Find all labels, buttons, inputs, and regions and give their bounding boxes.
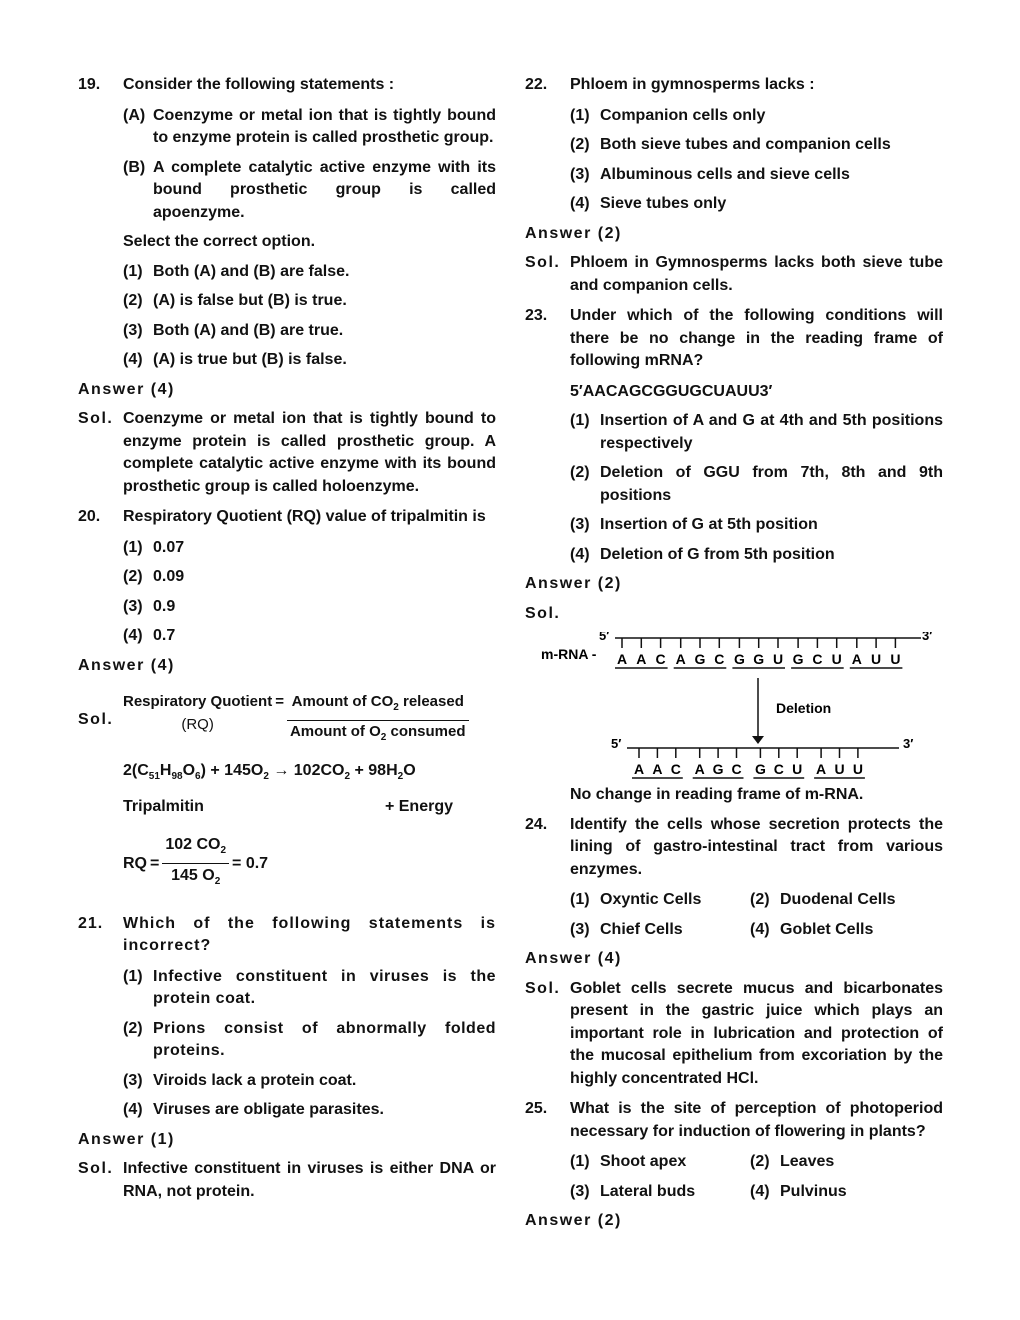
options-row-1: (1) Oxyntic Cells (2) Duodenal Cells <box>570 889 943 912</box>
answer: Answer (4) <box>78 656 175 674</box>
instruction: Select the correct option. <box>123 233 316 250</box>
option-1: (1) 0.07 <box>123 538 185 556</box>
solution: Sol. Phloem in Gymnosperms lacks both sieve tube and companion cells. <box>525 254 943 294</box>
option-4: Pulvinus <box>780 1182 847 1200</box>
answer: Answer (2) <box>525 575 622 592</box>
option-2: (2) (A) is false but (B) is true. <box>123 292 347 309</box>
mrna-label: m-RNA - <box>541 646 597 662</box>
option-1: (1) Companion cells only <box>570 106 766 124</box>
base-letter: U <box>772 651 784 667</box>
option-1: (1) Insertion of A and G at 4th and 5th positions respectively <box>570 412 943 452</box>
statement-a: (A) Coenzyme or metal ion that is tightly bound to enzyme protein is called prosthetic group. <box>123 106 496 146</box>
question-25: 25. What is the site of perception of photoperiod necessary for induction of flowering in plants? <box>525 1100 943 1140</box>
solution-rq: Sol. Respiratory Quotient (RQ) = $\frac{Amount of CO_2 released}{Amount of O_2 consumed}$ <box>78 691 496 749</box>
rq-label: Respiratory Quotient <box>123 693 273 710</box>
conclusion: No change in reading frame of m-RNA. <box>570 786 864 803</box>
original-strand <box>615 638 902 668</box>
answer: Answer (1) <box>78 1130 175 1148</box>
right-column <box>525 74 943 1240</box>
base-letter: A <box>694 761 705 777</box>
base-letter: A <box>816 761 827 777</box>
reaction-labels: Tripalmitin + Energy <box>123 798 453 816</box>
options-row-2: (3) Lateral buds (4) Pulvinus <box>570 1181 943 1204</box>
question-21: 21. Which of the following statements is incorrect? <box>78 914 496 955</box>
option-3: (3) 0.9 <box>123 597 176 615</box>
rq-calculation: RQ = $\frac{102 CO_2}{145 O_2}$ = 0.7 <box>123 833 496 894</box>
base-letter: U <box>852 761 863 777</box>
base-letter: G <box>694 651 706 667</box>
option-4: (4) Sieve tubes only <box>570 195 727 212</box>
option-1: (1) Both (A) and (B) are false. <box>123 262 350 280</box>
option-2: Duodenal Cells <box>780 891 896 908</box>
solution: Sol. Infective constituent in viruses is either DNA or RNA, not protein. <box>78 1160 496 1200</box>
base-letter: U <box>890 651 901 667</box>
base-letter: G <box>733 651 745 667</box>
base-letter: U <box>834 761 845 777</box>
five-prime-top: 5′ <box>599 632 610 643</box>
answer: Answer (2) <box>525 224 622 242</box>
option-1: Shoot apex <box>600 1153 687 1170</box>
question-stem: Consider the following statements : <box>123 76 395 93</box>
option-2: Leaves <box>780 1153 835 1170</box>
option-4: (4) Viruses are obligate parasites. <box>123 1101 384 1119</box>
base-letter: A <box>616 651 628 667</box>
mrna-deletion-diagram <box>525 632 943 782</box>
five-prime-bottom: 5′ <box>611 736 622 751</box>
answer: Answer (4) <box>78 380 175 398</box>
statement-b: (B) A complete catalytic active enzyme with its bound prosthetic group is called apoenzyme. <box>123 158 496 221</box>
option-3: (3) Both (A) and (B) are true. <box>123 321 344 339</box>
result-strand <box>632 748 865 778</box>
base-letter: C <box>714 651 725 667</box>
options-row-1: (1) Shoot apex (2) Leaves <box>570 1151 943 1174</box>
option-3: Chief Cells <box>600 920 683 938</box>
answer: Answer (4) <box>525 950 622 967</box>
base-letter: A <box>636 651 647 667</box>
left-column <box>78 74 496 1211</box>
reaction-equation: $2(C_{51}H_{98}O_6) + 145O_2 \to 102CO_2 + 98H_2O$ <box>123 762 416 783</box>
option-4: (4) (A) is true but (B) is false. <box>123 351 347 368</box>
option-2: (2) 0.09 <box>123 568 185 585</box>
option-2: (2) Prions consist of abnormally folded proteins. <box>123 1019 496 1060</box>
option-2: (2) Both sieve tubes and companion cells <box>570 136 891 153</box>
option-3: Lateral buds <box>600 1182 696 1200</box>
answer: Answer (2) <box>525 1212 622 1229</box>
mrna-sequence: 5′AACAGCGGUGCUAUU3′ <box>570 382 773 400</box>
base-letter: C <box>773 761 784 777</box>
base-letter: G <box>712 761 724 777</box>
rq-fraction: $\frac{Amount of CO_2 released}{Amount of O_2 consumed}$ <box>287 691 469 749</box>
base-letter: G <box>754 761 766 777</box>
solution: Sol. Goblet cells secrete mucus and bicarbonates present in the gastric juice which plays an important role in lubrication and protection of the mucosal epithelium from excoriation by the highly concentrated HCl. <box>525 979 943 1087</box>
option-1: Oxyntic Cells <box>600 891 702 908</box>
base-letter: G <box>753 651 765 667</box>
base-letter: C <box>731 761 742 777</box>
question-number: 19. <box>78 76 101 93</box>
base-letter: C <box>655 651 666 667</box>
question-24: 24. Identify the cells whose secretion protects the lining of gastro-intestinal tract from various enzymes. <box>525 815 943 878</box>
base-letter: C <box>812 651 823 667</box>
deletion-label: Deletion <box>776 700 832 716</box>
base-letter: C <box>670 761 681 777</box>
option-4: Goblet Cells <box>780 920 874 938</box>
rq-abbr: (RQ) <box>181 715 214 733</box>
base-letter: A <box>652 761 663 777</box>
option-3: (3) Viroids lack a protein coat. <box>123 1071 357 1089</box>
option-4: (4) 0.7 <box>123 627 176 644</box>
question-20: 20. Respiratory Quotient (RQ) value of tripalmitin is <box>78 508 486 525</box>
three-prime-top: 3′ <box>922 632 933 643</box>
base-letter: U <box>871 651 882 667</box>
option-3: (3) Insertion of G at 5th position <box>570 516 818 533</box>
option-3: (3) Albuminous cells and sieve cells <box>570 165 850 183</box>
options-row-2: (3) Chief Cells (4) Goblet Cells <box>570 919 943 942</box>
question-22: 22. Phloem in gymnosperms lacks : <box>525 76 815 93</box>
solution: Sol. Coenzyme or metal ion that is tightly bound to enzyme protein is called prosthetic group. A complete catalytic active enzyme with its bound prosthetic group is called holoenzyme. <box>78 410 496 495</box>
base-letter: A <box>851 651 862 667</box>
base-letter: G <box>792 651 804 667</box>
base-letter: A <box>633 761 645 777</box>
base-letter: U <box>792 761 803 777</box>
solution-label: Sol. <box>525 604 561 622</box>
option-1: (1) Infective constituent in viruses is the protein coat. <box>123 967 496 1008</box>
option-4: (4) Deletion of G from 5th position <box>570 545 835 563</box>
option-2: (2) Deletion of GGU from 7th, 8th and 9th positions <box>570 464 943 504</box>
base-letter: A <box>675 651 686 667</box>
deletion-arrow-head <box>752 736 764 744</box>
question-19 <box>78 74 496 97</box>
base-letter: U <box>831 651 842 667</box>
question-23: 23. Under which of the following conditions will there be no change in the reading frame of following mRNA? <box>525 307 943 369</box>
three-prime-bottom: 3′ <box>903 736 914 751</box>
